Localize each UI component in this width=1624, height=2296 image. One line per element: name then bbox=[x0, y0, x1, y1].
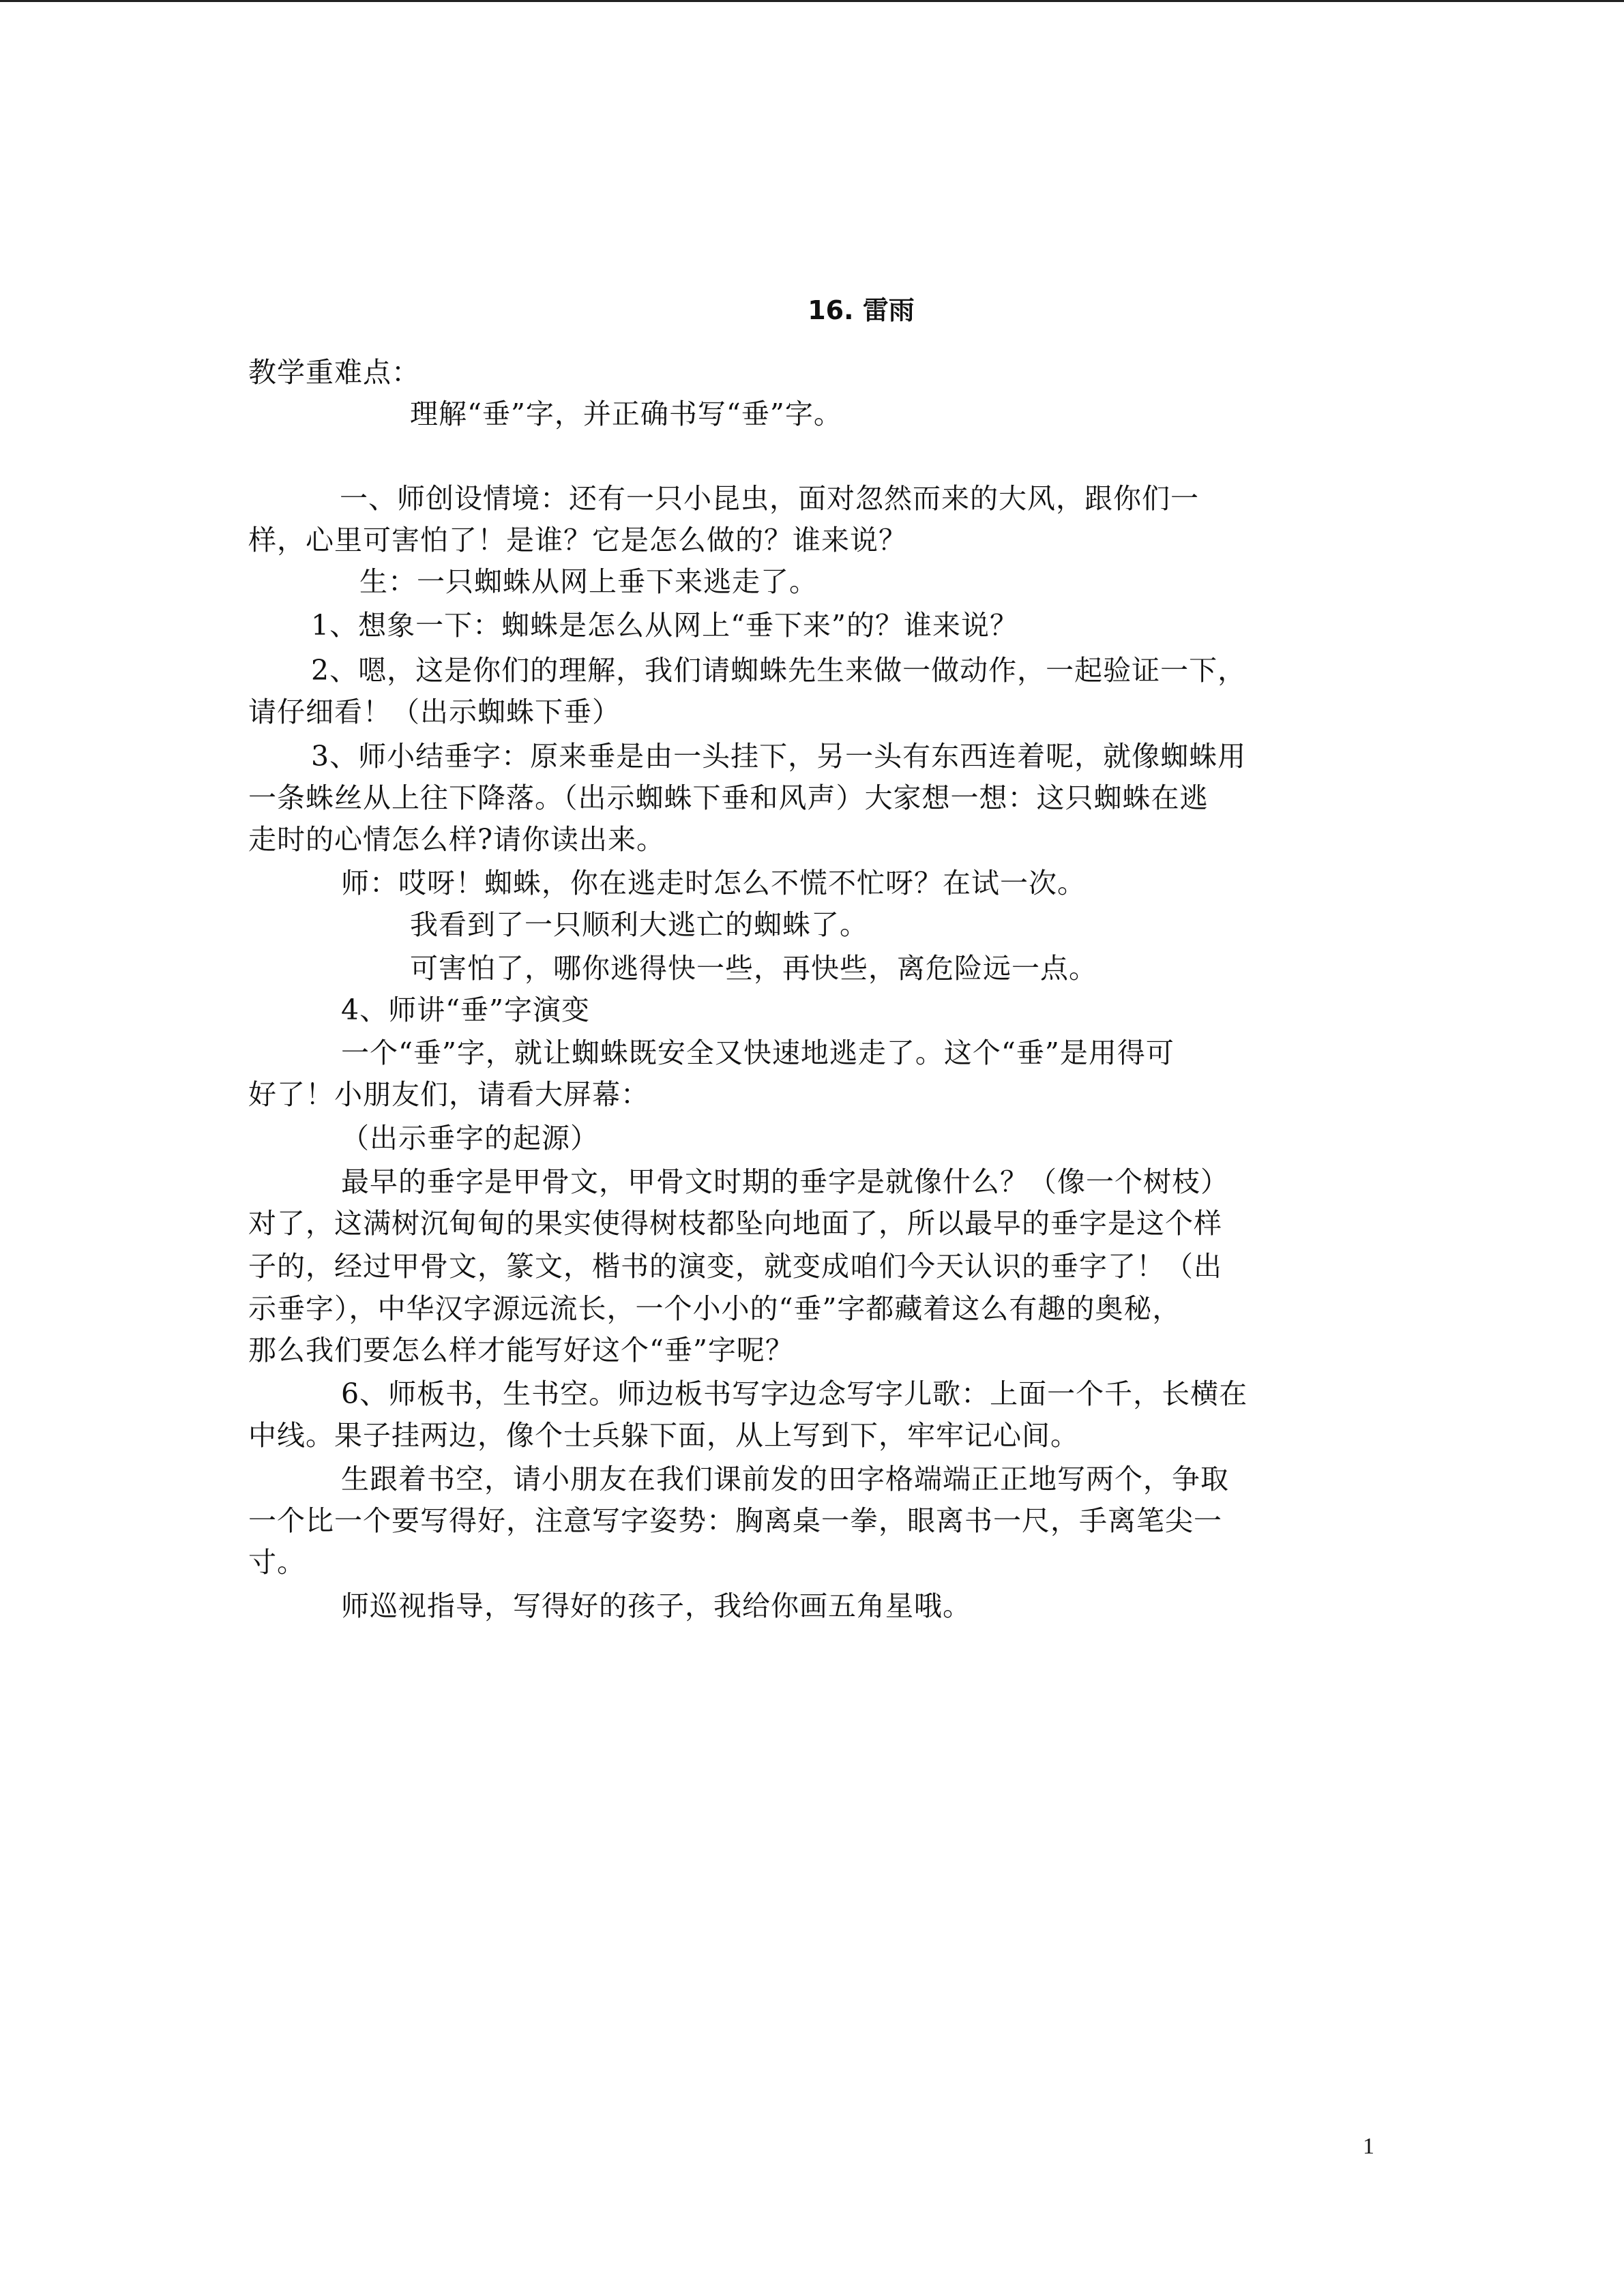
text-line: （出示垂字的起源） bbox=[341, 1122, 599, 1154]
text-line: 师：哎呀！蜘蛛，你在逃走时怎么不慌不忙呀？在试一次。 bbox=[341, 867, 1086, 899]
text-line: 2、嗯，这是你们的理解，我们请蜘蛛先生来做一做动作，一起验证一下， bbox=[311, 654, 1247, 687]
text-line: 一个“垂”字，就让蜘蛛既安全又快速地逃走了。这个“垂”是用得可 bbox=[341, 1037, 1175, 1069]
page-number: 1 bbox=[1363, 2134, 1374, 2159]
text-line: 示垂字），中华汉字源远流长，一个小小的“垂”字都藏着这么有趣的奥秘， bbox=[248, 1292, 1181, 1325]
text-line: 1、想象一下：蜘蛛是怎么从网上“垂下来”的？谁来说？ bbox=[311, 609, 1019, 642]
text-line: 我看到了一只顺利大逃亡的蜘蛛了。 bbox=[410, 908, 868, 941]
text-line: 可害怕了，哪你逃得快一些，再快些，离危险远一点。 bbox=[410, 952, 1097, 985]
text-line: 中线。果子挂两边，像个士兵躲下面，从上写到下，牢牢记心间。 bbox=[248, 1419, 1079, 1452]
page-top-border bbox=[0, 0, 1624, 2]
text-line: 3、师小结垂字：原来垂是由一头挂下，另一头有东西连着呢，就像蜘蛛用 bbox=[311, 740, 1247, 773]
text-line: 理解“垂”字，并正确书写“垂”字。 bbox=[410, 398, 842, 430]
text-line: 一条蛛丝从上往下降落。（出示蜘蛛下垂和风声）大家想一想：这只蜘蛛在逃 bbox=[248, 781, 1209, 814]
text-line: 生：一只蜘蛛从网上垂下来逃走了。 bbox=[359, 565, 818, 598]
text-line: 教学重难点： bbox=[248, 356, 420, 389]
text-line: 对了，这满树沉甸甸的果实使得树枝都坠向地面了，所以最早的垂字是这个样 bbox=[248, 1207, 1222, 1240]
document-title: 16. 雷雨 bbox=[808, 295, 915, 325]
text-line: 寸。 bbox=[248, 1546, 306, 1579]
text-line: 一、师创设情境：还有一只小昆虫，面对忽然而来的大风，跟你们一 bbox=[340, 482, 1199, 515]
text-line: 走时的心情怎么样?请你读出来。 bbox=[248, 823, 665, 856]
text-line: 最早的垂字是甲骨文，甲骨文时期的垂字是就像什么？（像一个树枝） bbox=[341, 1165, 1229, 1198]
text-line: 那么我们要怎么样才能写好这个“垂”字呢？ bbox=[248, 1334, 794, 1367]
text-line: 4、师讲“垂”字演变 bbox=[341, 994, 591, 1026]
text-line: 样，心里可害怕了！是谁？它是怎么做的？谁来说？ bbox=[248, 524, 907, 556]
text-line: 师巡视指导，写得好的孩子，我给你画五角星哦。 bbox=[341, 1590, 971, 1622]
text-line: 一个比一个要写得好，注意写字姿势：胸离桌一拳，眼离书一尺，手离笔尖一 bbox=[248, 1504, 1222, 1537]
text-line: 请仔细看！（出示蜘蛛下垂） bbox=[248, 696, 621, 728]
text-line: 子的，经过甲骨文，篆文，楷书的演变，就变成咱们今天认识的垂字了！（出 bbox=[248, 1250, 1222, 1283]
text-line: 生跟着书空，请小朋友在我们课前发的田字格端端正正地写两个，争取 bbox=[341, 1463, 1229, 1495]
text-line: 好了！小朋友们，请看大屏幕： bbox=[248, 1078, 649, 1111]
text-line: 6、师板书，生书空。师边板书写字边念写字儿歌：上面一个千，长横在 bbox=[341, 1377, 1248, 1410]
